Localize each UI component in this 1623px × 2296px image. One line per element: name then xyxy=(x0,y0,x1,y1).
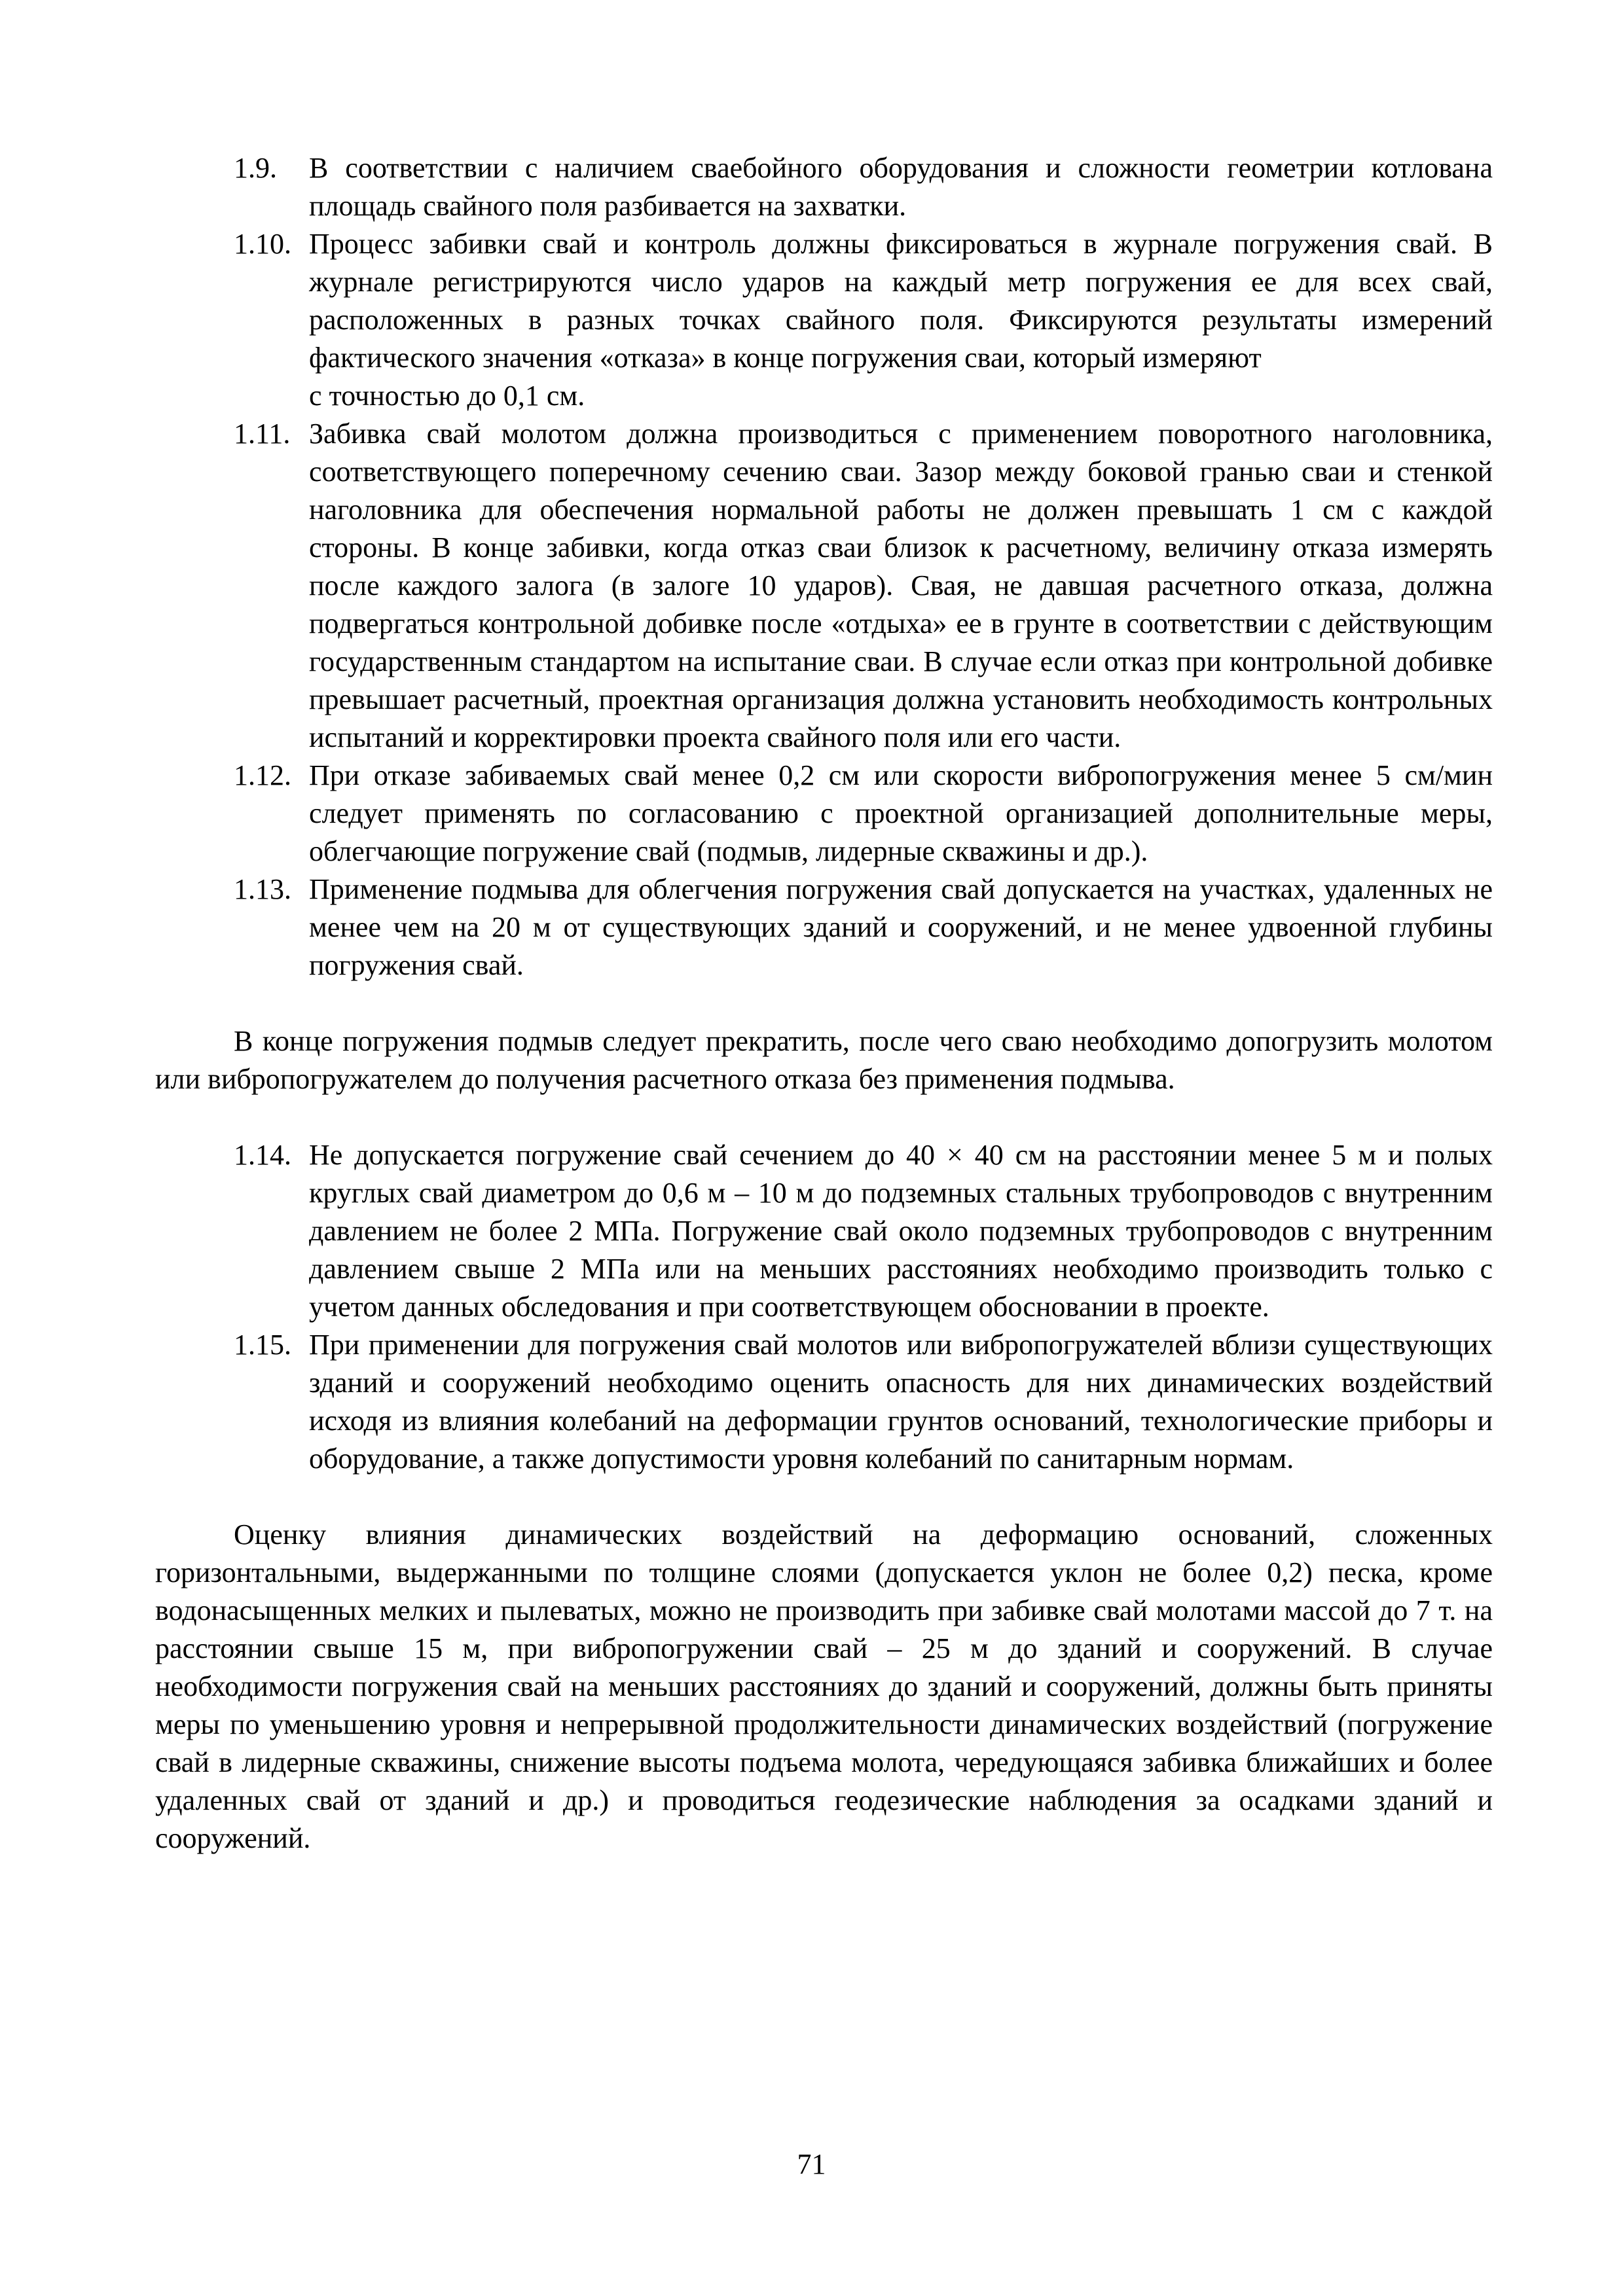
item-number: 1.14. xyxy=(234,1139,291,1171)
list-item xyxy=(155,149,1493,225)
item-text-continuation: с точностью до 0,1 см. xyxy=(309,380,585,412)
body-paragraph: В конце погружения подмыв следует прекратить, после чего сваю необходимо допогрузить молотом или вибропогружателем до получения расчетного отказа без применения подмыва. xyxy=(155,1025,1493,1095)
spacer xyxy=(155,1098,1493,1136)
item-text: При отказе забиваемых свай менее 0,2 см или скорости вибропогружения менее 5 см/мин следует применять по согласованию с проектной организацией дополнительные меры, облегчающие погружение свай (подмыв, лидерные скважины и др.). xyxy=(309,759,1493,867)
item-number: 1.9. xyxy=(234,152,277,184)
item-text: При применении для погружения свай молотов или вибропогружателей вблизи существующих зданий и сооружений необходимо оценить опасность для них динамических воздействий исходя из влияния колебаний на деформации грунтов оснований, технологические приборы и оборудование, а также допустимости уровня колебаний по санитарным нормам. xyxy=(309,1329,1493,1475)
spacer xyxy=(155,984,1493,1022)
list-item xyxy=(155,1326,1493,1478)
item-number: 1.13. xyxy=(234,873,291,905)
list-item xyxy=(155,757,1493,870)
item-number: 1.11. xyxy=(234,418,291,450)
item-text: Не допускается погружение свай сечением до 40 × 40 см на расстоянии менее 5 м и полых круглых свай диаметром до 0,6 м – 10 м до подземных стальных трубопроводов с внутренним давлением не более 2 МПа. Погружение свай около подземных трубопроводов с внутренним давлением свыше 2 МПа или на меньших расстояниях необходимо производить только с учетом данных обследования и при соответствующем обосновании в проекте. xyxy=(309,1139,1493,1323)
list-item xyxy=(155,870,1493,984)
list-item xyxy=(155,1136,1493,1326)
item-number: 1.15. xyxy=(234,1329,291,1361)
item-number: 1.10. xyxy=(234,228,291,260)
list-item xyxy=(155,225,1493,415)
item-text: Забивка свай молотом должна производиться с применением поворотного наголовника, соответствующего поперечному сечению сваи. Зазор между боковой гранью сваи и стенкой наголовника для обеспечения нормальной работы не должен превышать 1 см с каждой стороны. В конце забивки, когда отказ сваи близок к расчетному, величину отказа измерять после каждого залога (в залоге 10 ударов). Свая, не давшая расчетного отказа, должна подвергаться контрольной добивке после «отдыха» ее в грунте в соответствии с действующим государственным стандартом на испытание сваи. В случае если отказ при контрольной добивке превышает расчетный, проектная организация должна установить необходимость контрольных испытаний и корректировки проекта свайного поля или его части. xyxy=(309,418,1493,753)
item-text: Применение подмыва для облегчения погружения свай допускается на участках, удаленных не менее чем на 20 м от существующих зданий и сооружений, и не менее удвоенной глубины погружения свай. xyxy=(309,873,1493,981)
body-paragraph: Оценку влияния динамических воздействий на деформацию оснований, сложенных горизонтальными, выдержанными по толщине слоями (допускается уклон не более 0,2) песка, кроме водонасыщенных мелких и пылеватых, можно не производить при забивке свай молотами массой до 7 т. на расстоянии свыше 15 м, при вибропогружении свай – 25 м до зданий и сооружений. В случае необходимости погружения свай на меньших расстояниях до зданий и сооружений, должны быть приняты меры по уменьшению уровня и непрерывной продолжительности динамических воздействий (погружение свай в лидерные скважины, снижение высоты подъема молота, чередующаяся забивка ближайших и более удаленных свай от зданий и др.) и проводиться геодезические наблюдения за осадками зданий и сооружений. xyxy=(155,1518,1493,1854)
item-number: 1.12. xyxy=(234,759,291,791)
spacer xyxy=(155,1478,1493,1516)
page-number: 71 xyxy=(797,2148,826,2180)
document-body xyxy=(155,149,1493,1857)
item-text: В соответствии с наличием сваебойного оборудования и сложности геометрии котлована площадь свайного поля разбивается на захватки. xyxy=(309,152,1493,222)
item-text: Процесс забивки свай и контроль должны фиксироваться в журнале погружения свай. В журнале регистрируются число ударов на каждый метр погружения ее для всех свай, расположенных в разных точках свайного поля. Фиксируются результаты измерений фактического значения «отказа» в конце погружения сваи, который измеряют с точностью до 0,1 см. xyxy=(309,225,1493,415)
list-item xyxy=(155,415,1493,757)
